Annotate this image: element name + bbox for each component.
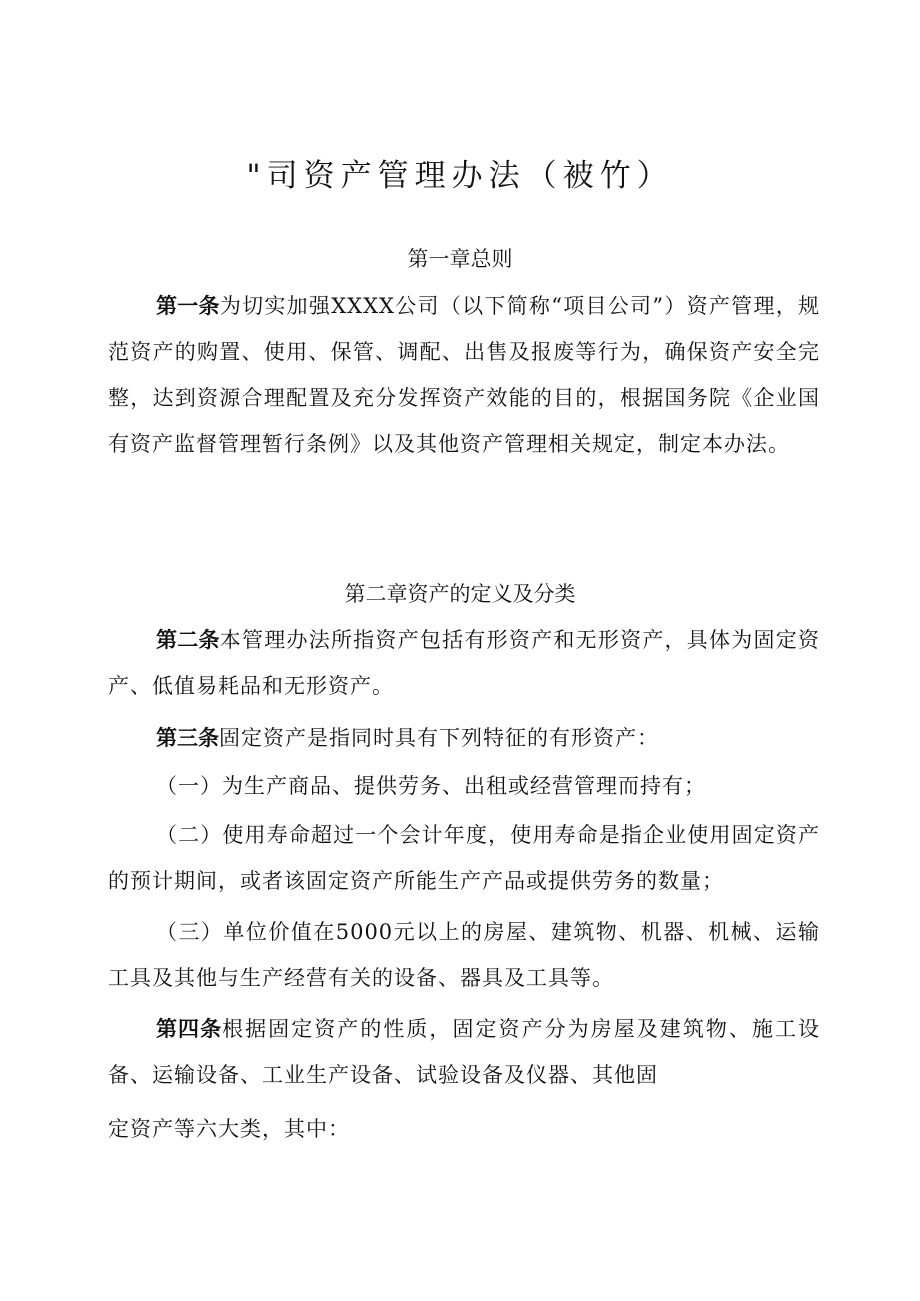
article-3-item-2: （二）使用寿命超过一个会计年度，使用寿命是指企业使用固定资产的预计期间，或者该固定资产所能生产产品或提供劳务的数量； [108, 823, 820, 893]
article-3 [108, 715, 820, 761]
chapter-2-heading: 第二章资产的定义及分类 [344, 582, 576, 606]
article-1-text: 为切实加强XXXX公司（以下简称“项目公司”）资产管理，规范资产的购置、使用、保管、调配、出售及报废等行为，确保资产安全完整，达到资源合理配置及充分发挥资产效能的目的，根据国务院《企业国有资产监督管理暂行条例》以及其他资产管理相关规定，制定本办法。 [108, 294, 820, 456]
article-3-label: 第三条 [156, 726, 219, 750]
article-2 [108, 617, 820, 709]
article-3-item-3: （三）单位价值在5000元以上的房屋、建筑物、机器、机械、运输工具及其他与生产经营有关的设备、器具及工具等。 [108, 920, 820, 990]
article-2-text: 本管理办法所指资产包括有形资产和无形资产，具体为固定资产、低值易耗品和无形资产。 [108, 628, 821, 698]
document-title: "司资产管理办法（被竹） [246, 158, 674, 194]
article-4-text: 根据固定资产的性质，固定资产分为房屋及建筑物、施工设备、运输设备、工业生产设备、试验设备及仪器、其他固 [108, 1017, 820, 1087]
article-1-label: 第一条 [156, 294, 220, 318]
article-3-text: 固定资产是指同时具有下列特征的有形资产： [219, 726, 659, 750]
article-1 [108, 283, 820, 467]
article-2-label: 第二条 [156, 628, 220, 652]
chapter-1-heading: 第一章总则 [407, 247, 513, 271]
article-3-item-1: （一）为生产商品、提供劳务、出租或经营管理而持有； [156, 774, 706, 798]
article-4 [108, 1006, 820, 1098]
article-4-tail: 定资产等六大类，其中： [108, 1117, 350, 1141]
article-4-label: 第四条 [156, 1017, 223, 1041]
